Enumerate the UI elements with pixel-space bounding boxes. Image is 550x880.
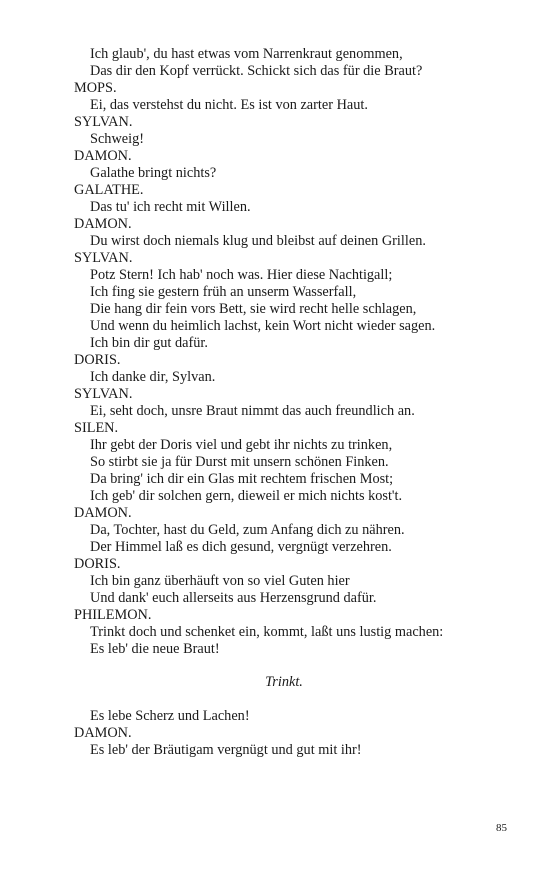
- speaker-name: DORIS.: [74, 556, 121, 572]
- verse-line: Ich glaub', du hast etwas vom Narrenkraut genommen,: [90, 46, 403, 62]
- verse-line: Es lebe Scherz und Lachen!: [90, 708, 250, 724]
- page-text: [74, 46, 494, 759]
- verse-line: Schweig!: [90, 131, 144, 147]
- verse-line: Das dir den Kopf verrückt. Schickt sich das für die Braut?: [90, 63, 423, 79]
- speaker-name: PHILEMON.: [74, 607, 152, 623]
- verse-line: Du wirst doch niemals klug und bleibst auf deinen Grillen.: [90, 233, 426, 249]
- verse-line: Es leb' die neue Braut!: [90, 641, 220, 657]
- speaker-name: GALATHE.: [74, 182, 144, 198]
- verse-line: Das tu' ich recht mit Willen.: [90, 199, 251, 215]
- speaker-name: SILEN.: [74, 420, 119, 436]
- speaker-name: DAMON.: [74, 725, 132, 741]
- verse-line: Potz Stern! Ich hab' noch was. Hier diese Nachtigall;: [90, 267, 393, 283]
- verse-line: So stirbt sie ja für Durst mit unsern schönen Finken.: [90, 454, 389, 470]
- stage-direction: Trinkt.: [265, 674, 303, 690]
- verse-line: Ihr gebt der Doris viel und gebt ihr nichts zu trinken,: [90, 437, 393, 453]
- verse-line: Und dank' euch allerseits aus Herzensgrund dafür.: [90, 590, 377, 606]
- speaker-name: MOPS.: [74, 80, 117, 96]
- verse-line: Ich danke dir, Sylvan.: [90, 369, 216, 385]
- speaker-name: DAMON.: [74, 216, 132, 232]
- verse-line: Da bring' ich dir ein Glas mit rechtem frischen Most;: [90, 471, 394, 487]
- speaker-name: DAMON.: [74, 148, 132, 164]
- verse-line: Da, Tochter, hast du Geld, zum Anfang dich zu nähren.: [90, 522, 405, 538]
- speaker-name: SYLVAN.: [74, 114, 133, 130]
- speaker-name: DORIS.: [74, 352, 121, 368]
- verse-line: Ei, seht doch, unsre Braut nimmt das auch freundlich an.: [90, 403, 415, 419]
- verse-line: Die hang dir fein vors Bett, sie wird recht helle schlagen,: [90, 301, 417, 317]
- speaker-name: SYLVAN.: [74, 386, 133, 402]
- verse-line: Es leb' der Bräutigam vergnügt und gut mit ihr!: [90, 742, 362, 758]
- speaker-name: SYLVAN.: [74, 250, 133, 266]
- verse-line: Galathe bringt nichts?: [90, 165, 217, 181]
- verse-line: Ich bin dir gut dafür.: [90, 335, 208, 351]
- verse-line: Ich bin ganz überhäuft von so viel Guten hier: [90, 573, 350, 589]
- page-number: 85: [496, 822, 507, 834]
- verse-line: Der Himmel laß es dich gesund, vergnügt verzehren.: [90, 539, 392, 555]
- verse-line: Trinkt doch und schenket ein, kommt, laßt uns lustig machen:: [90, 624, 444, 640]
- verse-line: Und wenn du heimlich lachst, kein Wort nicht wieder sagen.: [90, 318, 436, 334]
- verse-line: Ich fing sie gestern früh an unserm Wasserfall,: [90, 284, 357, 300]
- verse-line: Ei, das verstehst du nicht. Es ist von zarter Haut.: [90, 97, 368, 113]
- speaker-name: DAMON.: [74, 505, 132, 521]
- verse-line: Ich geb' dir solchen gern, dieweil er mich nichts kost't.: [90, 488, 403, 504]
